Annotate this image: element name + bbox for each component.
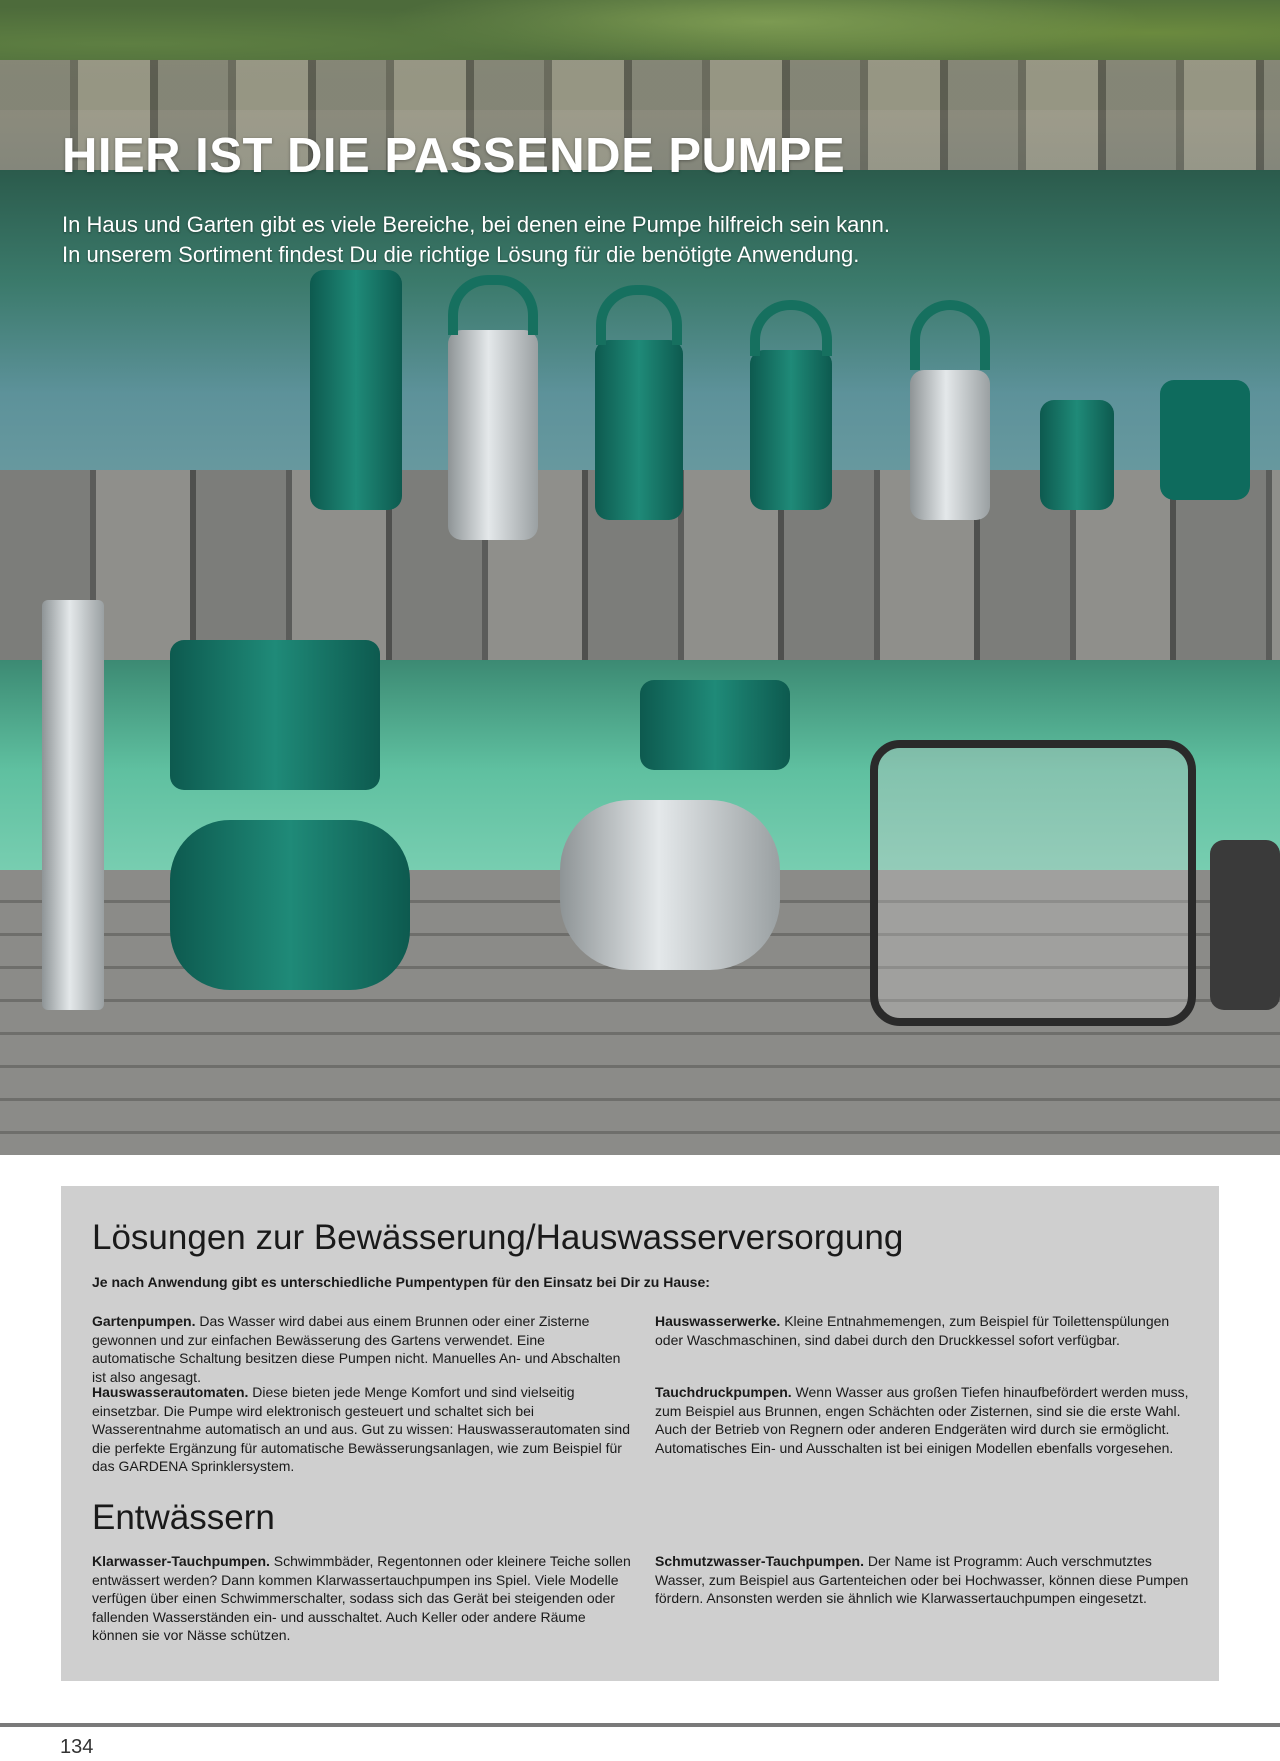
intro-line: In Haus und Garten gibt es viele Bereiche, bei denen eine Pumpe hilfreich sein kann. xyxy=(62,212,890,237)
pump-image xyxy=(870,740,1196,1026)
section-lead: Je nach Anwendung gibt es unterschiedliche Pumpentypen für den Einsatz bei Dir zu Hause: xyxy=(92,1274,710,1290)
info-box xyxy=(61,1186,1219,1681)
intro-text xyxy=(62,210,890,270)
entry-klarwasser xyxy=(92,1552,632,1645)
pump-image xyxy=(640,680,790,770)
pump-image xyxy=(560,800,780,970)
pump-image xyxy=(750,350,832,510)
entry-term: Hauswasserautomaten. xyxy=(92,1384,249,1400)
entry-text: Diese bieten jede Menge Komfort und sind vielseitig einsetzbar. Die Pumpe wird elektronisch gesteuert und schaltet sich bei Wasserentnahme automatisch an und aus. Gut zu wissen: Hauswasserautomaten sind die perfekte Ergänzung für automatische Bewässerungsanlagen, wie zum Beispiel für das GARDENA Sprinklersystem. xyxy=(92,1384,630,1474)
entry-gartenpumpen xyxy=(92,1312,632,1386)
section-heading-drainage: Entwässern xyxy=(92,1498,275,1537)
entry-hauswasserwerke xyxy=(655,1312,1195,1349)
pump-image xyxy=(42,600,104,1010)
pump-image xyxy=(170,820,410,990)
page-number: 134 xyxy=(60,1736,94,1758)
entry-term: Gartenpumpen. xyxy=(92,1313,196,1329)
pump-image xyxy=(1040,400,1114,510)
pump-image xyxy=(1160,380,1250,500)
intro-line: In unserem Sortiment findest Du die richtige Lösung für die benötigte Anwendung. xyxy=(62,242,860,267)
pump-image xyxy=(448,330,538,540)
pump-handle xyxy=(910,300,990,370)
entry-hauswasserautomaten xyxy=(92,1383,632,1476)
pump-image xyxy=(595,340,683,520)
pump-image xyxy=(310,270,402,510)
entry-term: Schmutzwasser-Tauchpumpen. xyxy=(655,1553,865,1569)
entry-text: Wenn Wasser aus großen Tiefen hinaufbefördert werden muss, zum Beispiel aus Brunnen, engen Schächten oder Zisternen, sind sie die erste Wahl. Auch der Betrieb von Regnern oder anderen Endgeräten wird durch sie ermöglicht. Automatisches Ein- und Ausschalten ist bei einigen Modellen ebenfalls vorgesehen. xyxy=(655,1384,1189,1456)
entry-term: Hauswasserwerke. xyxy=(655,1313,781,1329)
entry-term: Klarwasser-Tauchpumpen. xyxy=(92,1553,270,1569)
pump-image xyxy=(910,370,990,520)
page-title: HIER IST DIE PASSENDE PUMPE xyxy=(62,129,846,183)
footer-rule xyxy=(0,1723,1280,1727)
entry-tauchdruckpumpen xyxy=(655,1383,1195,1457)
section-heading-irrigation: Lösungen zur Bewässerung/Hauswasserversorgung xyxy=(92,1218,904,1257)
pump-image xyxy=(1210,840,1280,1010)
pump-image xyxy=(170,640,380,790)
entry-schmutzwasser xyxy=(655,1552,1195,1608)
entry-text: Das Wasser wird dabei aus einem Brunnen oder einer Zisterne gewonnen und zur einfachen Bewässerung des Gartens verwendet. Eine automatische Schaltung besitzen diese Pumpen nicht. Manuelles An- und Abschalten ist also angesagt. xyxy=(92,1313,621,1385)
entry-text: Schwimmbäder, Regentonnen oder kleinere Teiche sollen entwässert werden? Dann kommen Klarwassertauchpumpen ins Spiel. Viele Modelle verfügen über einen Schwimmerschalter, sodass sich das Gerät bei steigenden oder fallenden Wasserständen ein- und ausschaltet. Auch Keller oder andere Räume können sie vor Nässe schützen. xyxy=(92,1553,631,1643)
entry-text: Der Name ist Programm: Auch verschmutztes Wasser, zum Beispiel aus Gartenteichen oder bei Hochwasser, können diese Pumpen fördern. Ansonsten werden sie ähnlich wie Klarwassertauchpumpen eingesetzt. xyxy=(655,1553,1189,1606)
entry-term: Tauchdruckpumpen. xyxy=(655,1384,792,1400)
entry-text: Kleine Entnahmemengen, zum Beispiel für Toilettenspülungen oder Waschmaschinen, sind dabei durch den Druckkessel sofort verfügbar. xyxy=(655,1313,1170,1348)
